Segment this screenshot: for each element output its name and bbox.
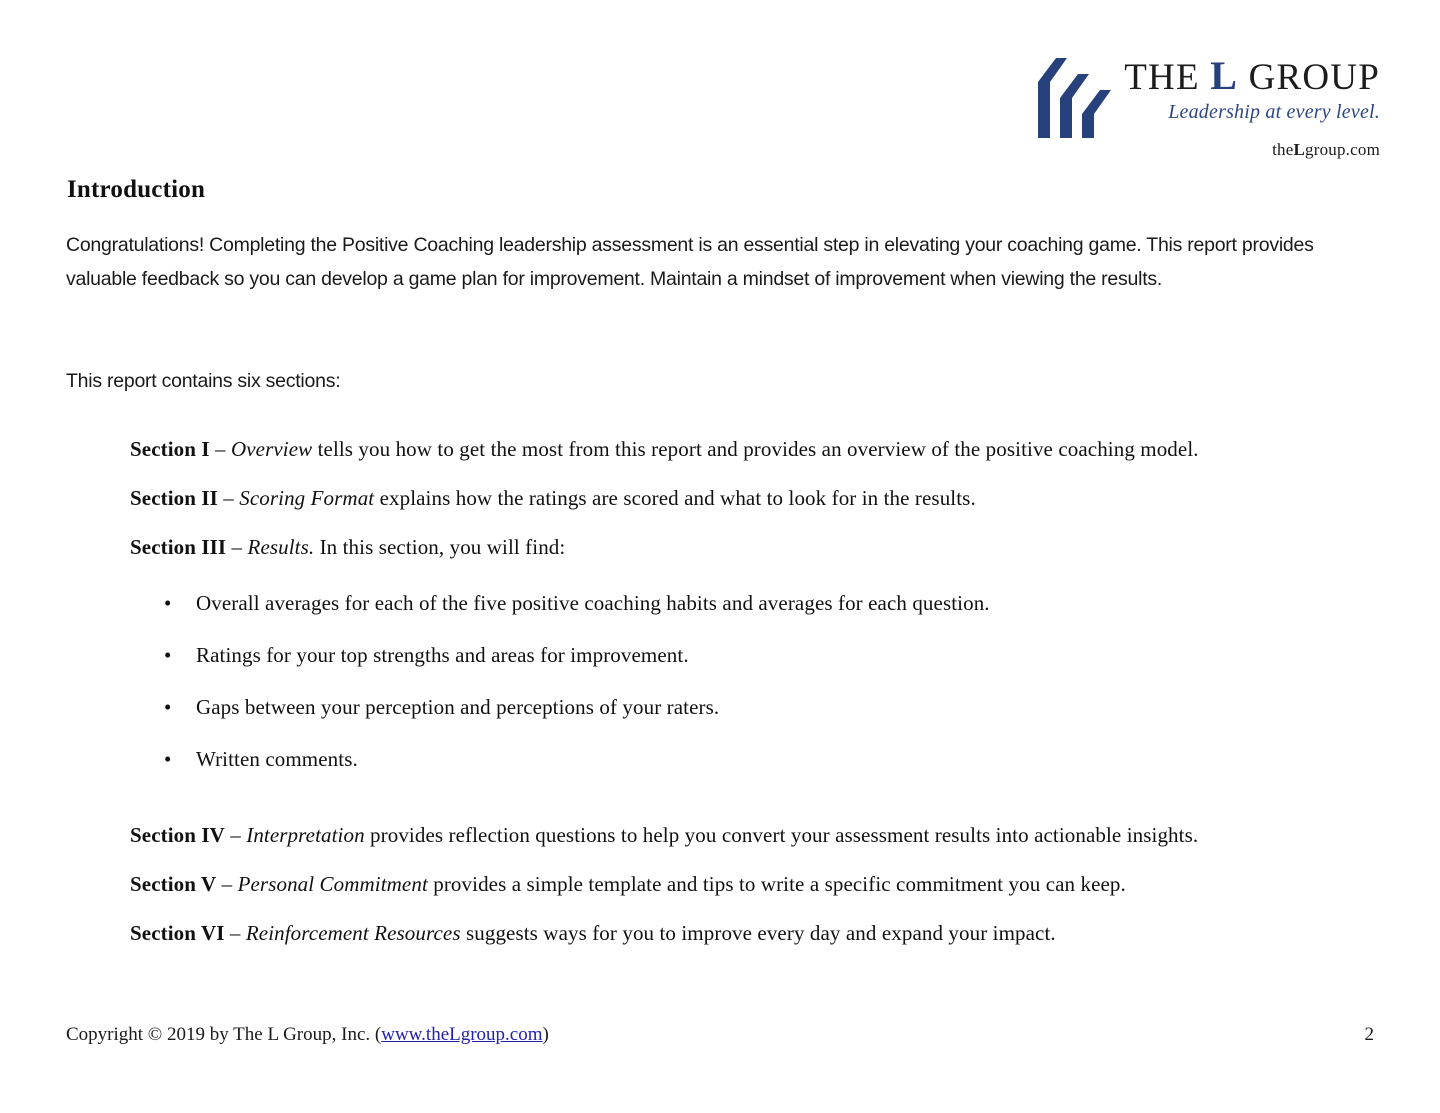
section-3-name: Section III (130, 535, 227, 559)
page-title: Introduction (67, 176, 206, 203)
section-1-dash: – (209, 437, 231, 461)
list-item (66, 745, 1376, 773)
section-item-1 (130, 435, 1376, 463)
list-item (66, 693, 1376, 721)
bullet-icon: • (164, 643, 172, 667)
section-2-dash: – (217, 486, 240, 510)
logo-website (1272, 140, 1380, 160)
logo-site-l: L (1293, 140, 1306, 159)
section-2-desc: explains how the ratings are scored and what to look for in the results. (374, 486, 976, 510)
logo-tagline: Leadership at every level. (1168, 101, 1380, 123)
section-6-title: Reinforcement Resources (245, 921, 461, 945)
document-body (66, 228, 1376, 947)
logo-title-post: GROUP (1238, 57, 1380, 98)
section-item-5 (130, 870, 1376, 898)
section-3-title: Results. (247, 535, 315, 559)
website-link[interactable]: www.theLgroup.com (381, 1024, 543, 1045)
list-item (66, 641, 1376, 669)
section-6-desc: suggests ways for you to improve every day and expand your impact. (460, 921, 1056, 945)
section-3-dash: – (226, 535, 248, 559)
results-bullet-list (66, 589, 1376, 773)
logo-title-l: L (1210, 53, 1239, 98)
sections-lead-text: This report contains six sections: (66, 370, 341, 392)
section-5-name: Section V (130, 872, 217, 896)
section-4-dash: – (224, 823, 247, 847)
section-4-title: Interpretation (246, 823, 365, 847)
logo-title (1124, 53, 1380, 98)
copyright-text-pre: Copyright © 2019 by The L Group, Inc. ( (66, 1024, 382, 1045)
page-footer (66, 1024, 1380, 1046)
section-item-2 (130, 484, 1376, 512)
section-5-desc: provides a simple template and tips to write a specific commitment you can keep. (427, 872, 1126, 896)
logo-title-pre: THE (1124, 57, 1211, 98)
section-5-dash: – (216, 872, 238, 896)
bullet-icon: • (164, 591, 172, 615)
section-6-name: Section VI (130, 921, 225, 945)
logo-site-pre: the (1272, 140, 1294, 159)
section-1-name: Section I (130, 437, 210, 461)
section-1-title: Overview (230, 437, 313, 461)
section-item-6 (130, 919, 1376, 947)
copyright-text-post: ) (542, 1024, 549, 1045)
intro-paragraph: Congratulations! Completing the Positive Coaching leadership assessment is an essential step in elevating your coaching game. This report provides valuable feedback so you can develop a game plan for improvement. Maintain a mindset of improvement when viewing the results. (66, 234, 1314, 290)
list-item-text: Overall averages for each of the five positive coaching habits and averages for each question. (196, 591, 990, 615)
section-item-4 (130, 821, 1376, 849)
section-4-name: Section IV (130, 823, 225, 847)
section-6-dash: – (224, 921, 246, 945)
list-item-text: Written comments. (196, 747, 358, 771)
bullet-icon: • (164, 695, 172, 719)
list-item-text: Ratings for your top strengths and areas for improvement. (196, 643, 689, 667)
section-5-title: Personal Commitment (237, 872, 428, 896)
section-2-title: Scoring Format (239, 486, 375, 510)
logo-site-post: group.com (1305, 140, 1380, 159)
copyright-notice (66, 1024, 549, 1046)
list-item-text: Gaps between your perception and perceptions of your raters. (196, 695, 720, 719)
page-number: 2 (1364, 1024, 1374, 1045)
section-item-3 (130, 533, 1376, 561)
sections-group-two (66, 821, 1376, 947)
the-l-group-logo-mark (1036, 52, 1118, 144)
company-logo (1036, 52, 1380, 160)
bullet-icon: • (164, 747, 172, 771)
section-4-desc: provides reflection questions to help you convert your assessment results into actionable insights. (364, 823, 1199, 847)
list-item (66, 589, 1376, 617)
section-2-name: Section II (130, 486, 218, 510)
logo-text-block (1124, 52, 1380, 160)
section-1-desc: tells you how to get the most from this report and provides an overview of the positive coaching model. (312, 437, 1199, 461)
section-3-desc: In this section, you will find: (314, 535, 566, 559)
